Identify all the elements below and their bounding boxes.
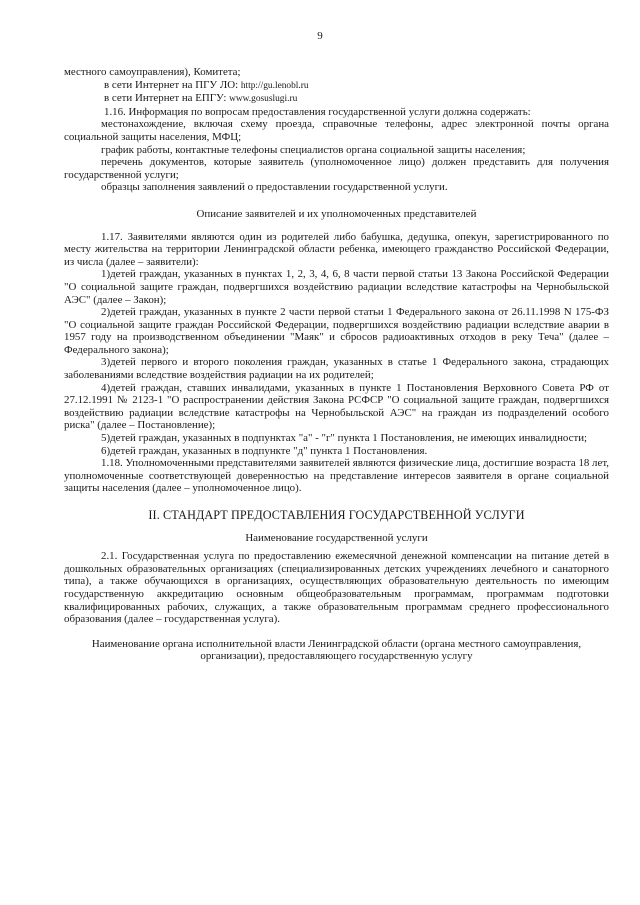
- paragraph: образцы заполнения заявлений о предоставлении государственной услуги.: [101, 181, 448, 194]
- paragraph: местонахождение, включая схему проезда, справочные телефоны, адрес электронной почты органа социальной защиты населения, МФЦ;: [64, 118, 609, 143]
- subsection-heading: Наименование органа исполнительной власти Ленинградской области (органа местного самоуправления, организации), предоставляющего государственную услугу: [91, 637, 582, 663]
- pgu-link[interactable]: http://gu.lenobl.ru: [240, 80, 309, 91]
- paragraph: 2.1. Государственная услуга по предоставлению ежемесячной денежной компенсации на питание детей в дошкольных образовательных организациях (специализированных детских учреждениях лечебного и санаторного типа), а также обучающихся в организациях, осуществляющих образовательную деятельность по имеющим государственную аккредитацию основным общеобразовательным программам, программам подготовки квалифицированных рабочих, служащих, а также образовательным программам среднего профессионального образования (далее – государственная услуга).: [64, 550, 609, 626]
- paragraph: 1.16. Информация по вопросам предоставления государственной услуги должна содержать:: [104, 105, 531, 118]
- paragraph: перечень документов, которые заявитель (уполномоченное лицо) должен представить для получения государственной услуги;: [64, 156, 609, 181]
- list-item: 2)детей граждан, указанных в пункте 2 части первой статьи 1 Федерального закона от 26.11.1998 N 175-ФЗ "О социальной защите граждан Российской Федерации, подвергшихся воздействию радиации вследствие аварии в 1957 году на производственном объединении "Маяк" и сбросов радиоактивных отходов в реку Теча" (далее – Федерального закона);: [64, 306, 609, 356]
- paragraph: местного самоуправления), Комитета;: [64, 66, 241, 78]
- subsection-heading: Наименование государственной услуги: [245, 531, 428, 544]
- page-number: 9: [317, 30, 323, 42]
- paragraph: [64, 92, 609, 106]
- page-content: [64, 66, 609, 663]
- section-heading: Описание заявителей и их уполномоченных представителей: [196, 207, 477, 220]
- paragraph: 1.18. Уполномоченными представителями заявителей являются физические лица, достигшие возраста 18 лет, уполномоченные соответствующей доверенностью на представление интересов заявителя в органе социальной защиты населения (далее – уполномоченное лицо).: [64, 457, 609, 495]
- list-item: 6)детей граждан, указанных в подпункте "д" пункта 1 Постановления.: [101, 444, 428, 457]
- list-item: 3)детей первого и второго поколения граждан, указанных в статье 1 Федерального закона, страдающих заболеваниями вследствие воздействия радиации на их родителей;: [64, 356, 609, 382]
- list-item: 5)детей граждан, указанных в подпунктах "а" - "г" пункта 1 Постановления, не имеющих инвалидности;: [101, 432, 588, 445]
- section-title: II. СТАНДАРТ ПРЕДОСТАВЛЕНИЯ ГОСУДАРСТВЕННОЙ УСЛУГИ: [148, 508, 525, 522]
- list-item: 4)детей граждан, ставших инвалидами, указанных в пункте 1 Постановления Верховного Совета РФ от 27.12.1991 № 2123-1 "О распространении действия Закона РСФСР "О социальной защите граждан, подвергшихся воздействию радиации вследствие катастрофы на Чернобыльской АЭС" на граждан из подразделений особого риска" (далее – Постановление);: [64, 381, 609, 432]
- paragraph: график работы, контактные телефоны специалистов органа социальной защиты населения;: [101, 143, 526, 156]
- paragraph: [64, 79, 609, 93]
- epgu-link[interactable]: www.gosuslugi.ru: [229, 94, 298, 105]
- epgu-label: в сети Интернет на ЕПГУ:: [104, 92, 227, 105]
- pgu-label: в сети Интернет на ПГУ ЛО:: [104, 78, 239, 91]
- list-item: 1)детей граждан, указанных в пунктах 1, 2, 3, 4, 6, 8 части первой статьи 13 Закона Российской Федерации "О социальной защите граждан, подвергшихся воздействию радиации вследствие катастрофы на Чернобыльской АЭС" (далее – Закон);: [64, 268, 609, 306]
- paragraph: 1.17. Заявителями являются один из родителей либо бабушка, дедушка, опекун, зарегистрированного по месту жительства на территории Ленинградской области ребенка, имеющего гражданство Российской Федерации, из числа (далее – заявители):: [64, 230, 609, 268]
